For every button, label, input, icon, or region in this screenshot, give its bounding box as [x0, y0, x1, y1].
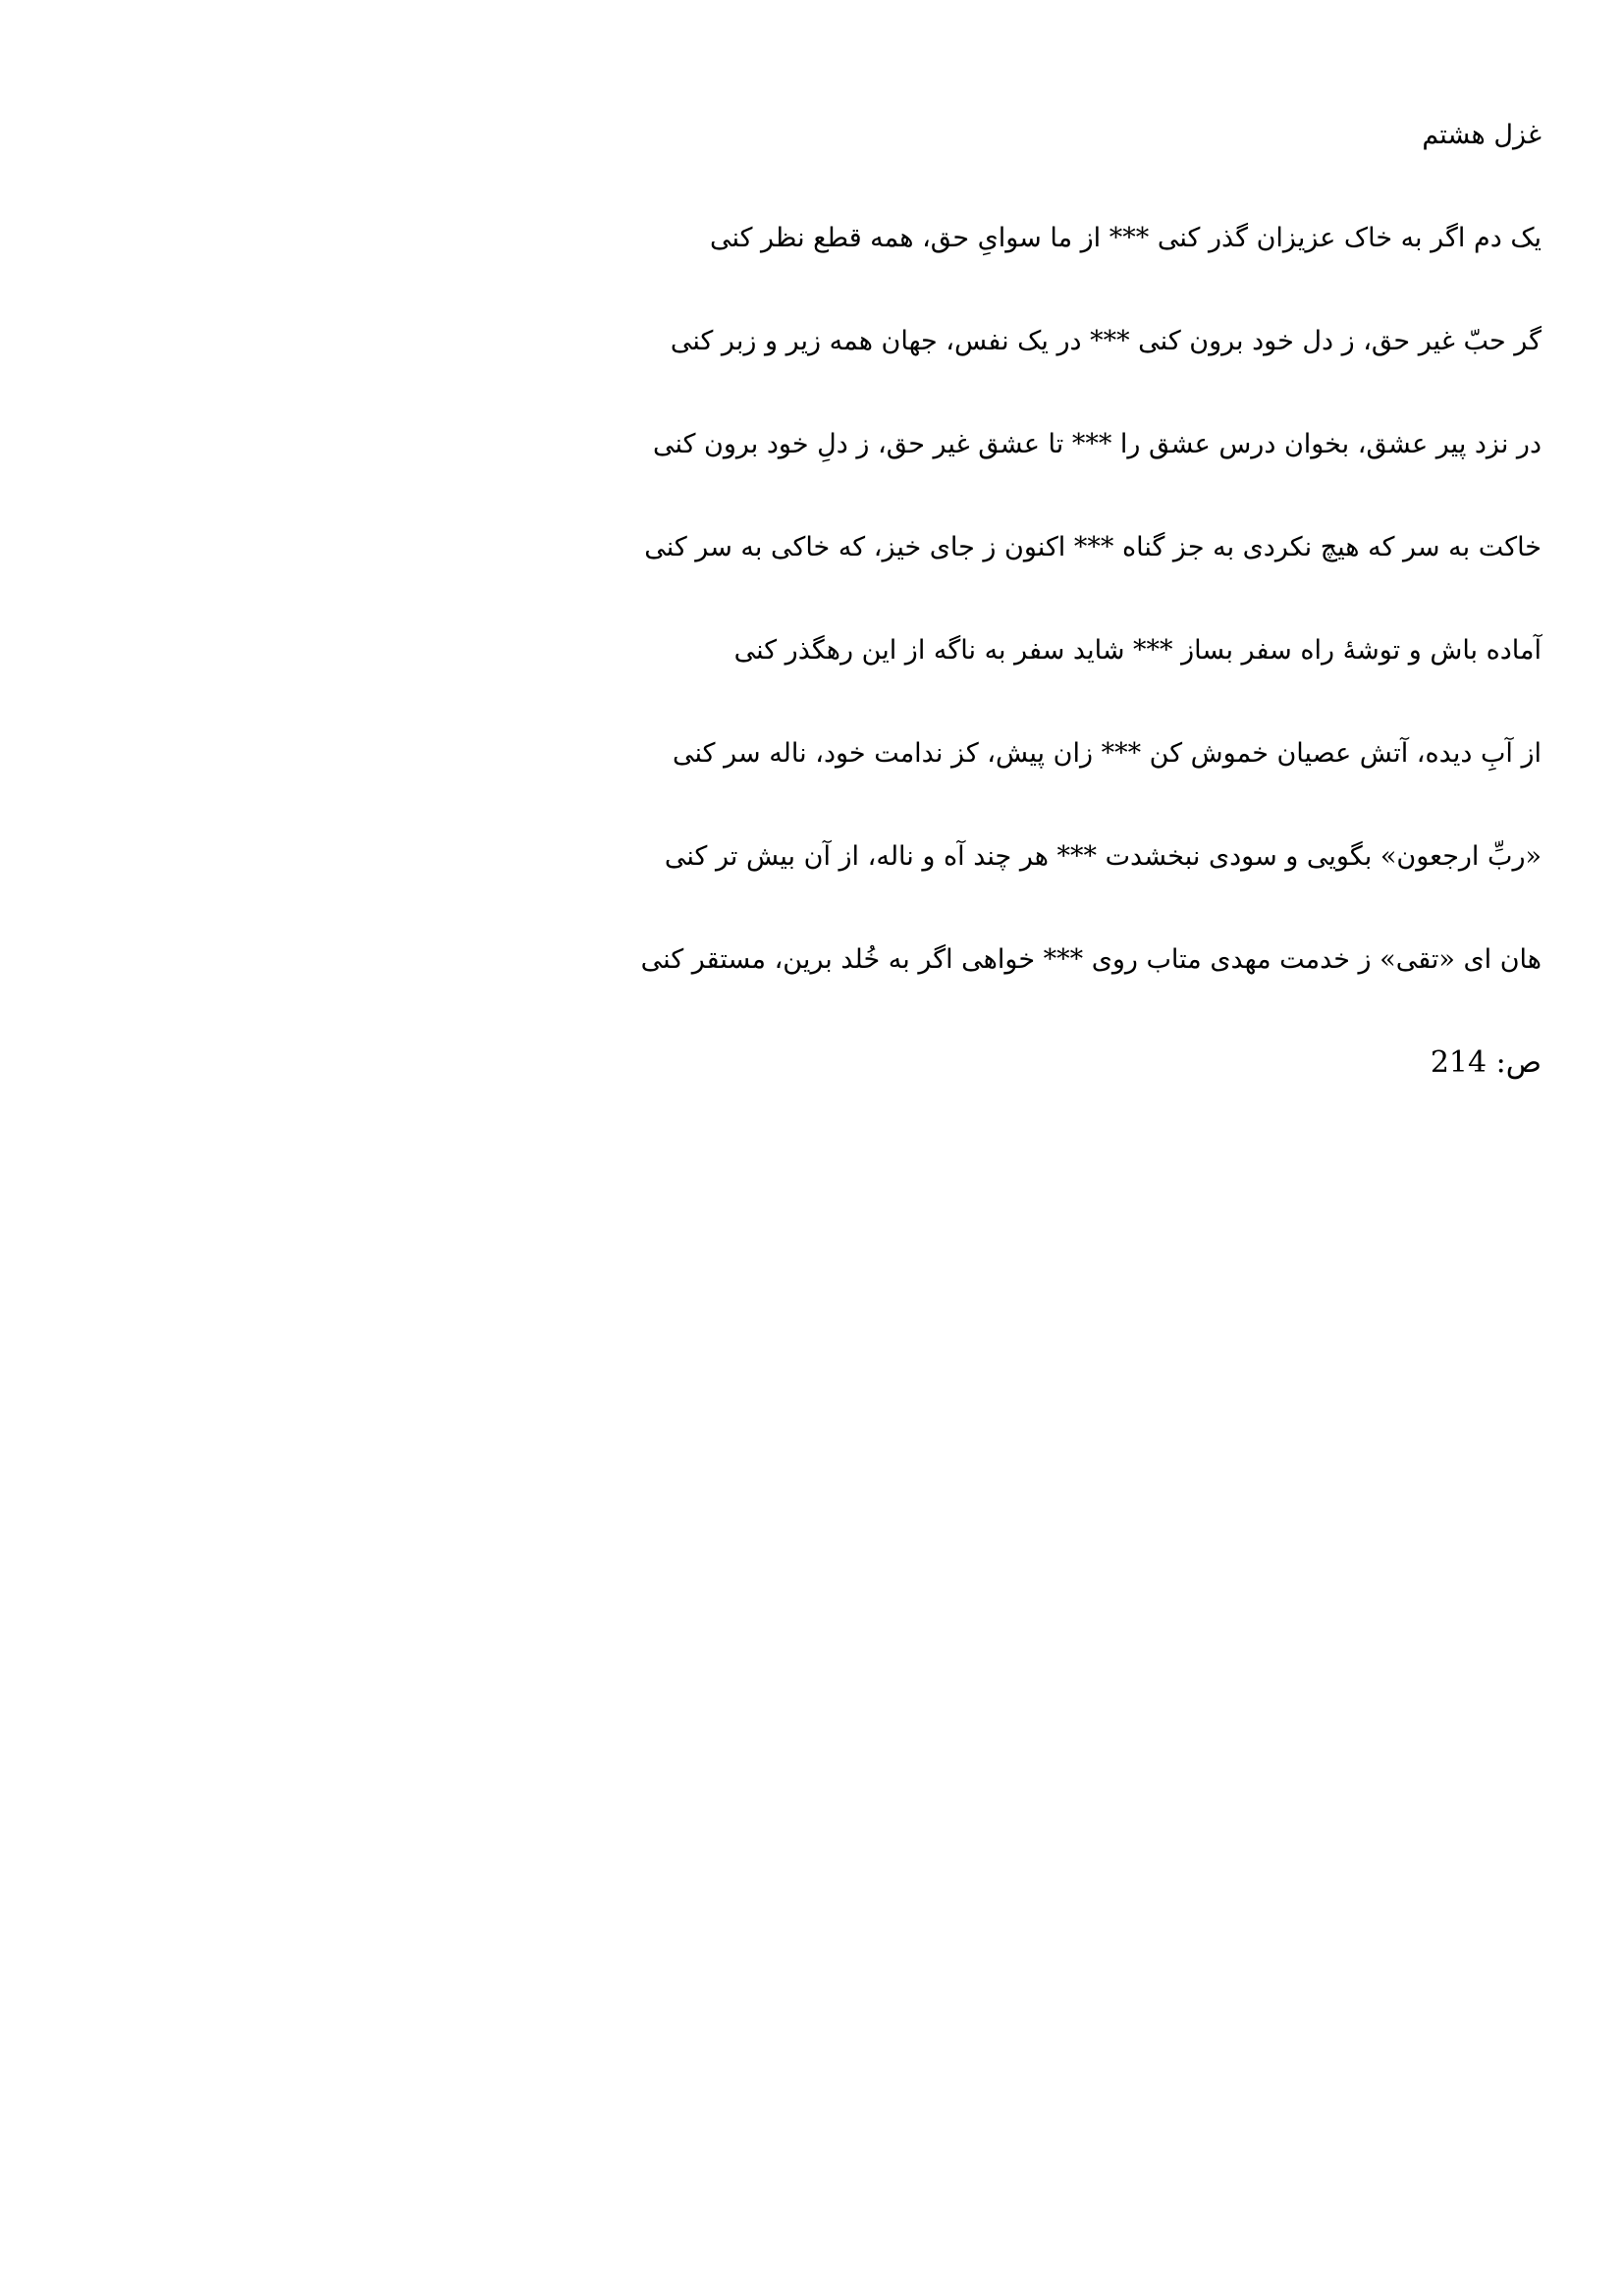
page-reference: ص: 214 — [1430, 1045, 1542, 1080]
verse-line-3: در نزد پیر عشق، بخوان درس عشق را *** تا عشق غیر حق، ز دلِ خود برون کنی — [652, 429, 1542, 459]
verse-line-8: هان ای «تقی» ز خدمت مهدی متاب روی *** خواهی اگر به خُلد برین، مستقر کنی — [640, 944, 1542, 975]
verse-line-2: گر حبّ غیر حق، ز دل خود برون کنی *** در یک نفس، جهان همه زیر و زبر کنی — [670, 326, 1542, 356]
verse-line-4: خاکت به سر که هیچ نکردی به جز گناه *** اکنون ز جای خیز، که خاکی به سر کنی — [644, 532, 1542, 562]
verse-line-6: از آبِ دیده، آتش عصیان خموش کن *** زان پیش، کز ندامت خود، ناله سر کنی — [673, 738, 1542, 769]
poem-title: غزل هشتم — [1422, 120, 1542, 150]
verse-line-1: یک دم اگر به خاک عزیزان گذر کنی *** از ما سوایِ حق، همه قطع نظر کنی — [709, 223, 1542, 253]
poem-text-block — [461, 116, 1542, 1147]
verse-line-7: «ربِّ ارجعون» بگویی و سودی نبخشدت *** هر چند آه و ناله، از آن بیش تر کنی — [664, 841, 1542, 872]
verse-line-5: آماده باش و توشهٔ راه سفر بساز *** شاید سفر به ناگه از این رهگذر کنی — [733, 635, 1542, 666]
